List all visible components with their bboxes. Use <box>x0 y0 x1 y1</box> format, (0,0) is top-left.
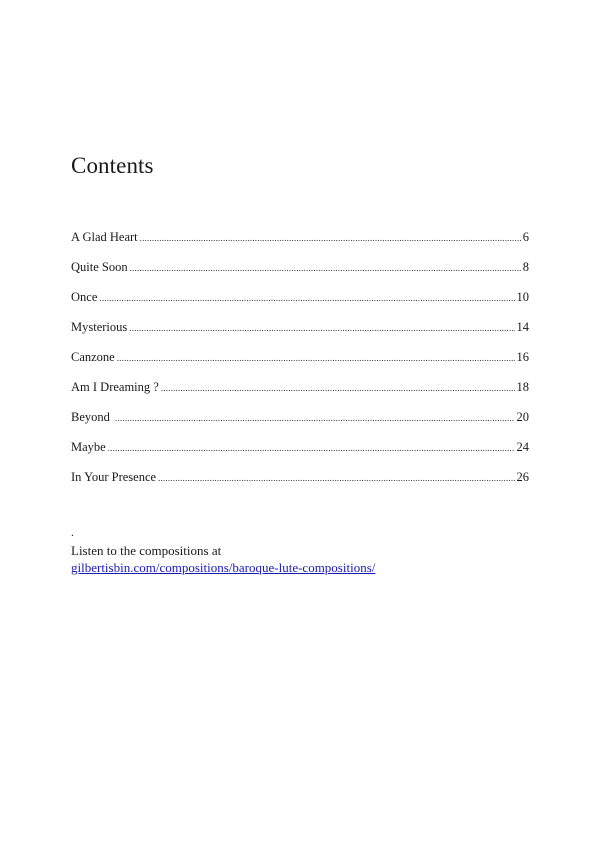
toc-entry-page: 6 <box>522 230 529 244</box>
toc-entry-page: 10 <box>516 290 529 304</box>
toc-entry-am-i-dreaming <box>71 379 529 409</box>
note-mark: . <box>71 527 74 539</box>
toc-entry-once <box>71 289 529 319</box>
toc-entry-beyond <box>71 409 529 439</box>
toc-dot-leader <box>130 260 521 276</box>
toc-dot-leader <box>161 380 515 396</box>
toc-entry-page: 20 <box>516 410 529 424</box>
toc-dot-leader <box>117 350 515 366</box>
toc-entry-title: Once <box>71 290 98 304</box>
toc-entry-title: Canzone <box>71 350 115 364</box>
toc-dot-leader <box>140 230 521 246</box>
compositions-link[interactable]: gilbertisbin.com/compositions/baroque-lute-compositions/ <box>71 560 376 575</box>
toc-dot-leader <box>115 410 514 426</box>
toc-entry-in-your-presence <box>71 469 529 499</box>
page-title: Contents <box>71 153 154 178</box>
listen-text: Listen to the compositions at <box>71 543 222 558</box>
listen-note <box>71 542 375 576</box>
toc-entry-title: A Glad Heart <box>71 230 138 244</box>
toc-dot-leader <box>99 290 514 306</box>
toc-entry-title: Beyond <box>71 410 114 424</box>
toc-entry-mysterious <box>71 319 529 349</box>
toc-entry-page: 24 <box>516 440 529 454</box>
toc-entry-title: Maybe <box>71 440 106 454</box>
table-of-contents <box>71 229 529 499</box>
toc-entry-title: In Your Presence <box>71 470 157 484</box>
toc-entry-a-glad-heart <box>71 229 529 259</box>
toc-entry-maybe <box>71 439 529 469</box>
toc-entry-page: 18 <box>516 380 529 394</box>
toc-dot-leader <box>129 320 514 336</box>
toc-entry-title: Am I Dreaming ? <box>71 380 159 394</box>
toc-entry-canzone <box>71 349 529 379</box>
toc-dot-leader <box>108 440 515 456</box>
toc-entry-page: 16 <box>516 350 529 364</box>
toc-entry-page: 8 <box>522 260 529 274</box>
toc-entry-page: 14 <box>516 320 529 334</box>
toc-entry-page: 26 <box>516 470 529 484</box>
toc-entry-quite-soon <box>71 259 529 289</box>
toc-entry-title: Quite Soon <box>71 260 128 274</box>
toc-dot-leader <box>158 470 514 486</box>
toc-entry-title: Mysterious <box>71 320 128 334</box>
